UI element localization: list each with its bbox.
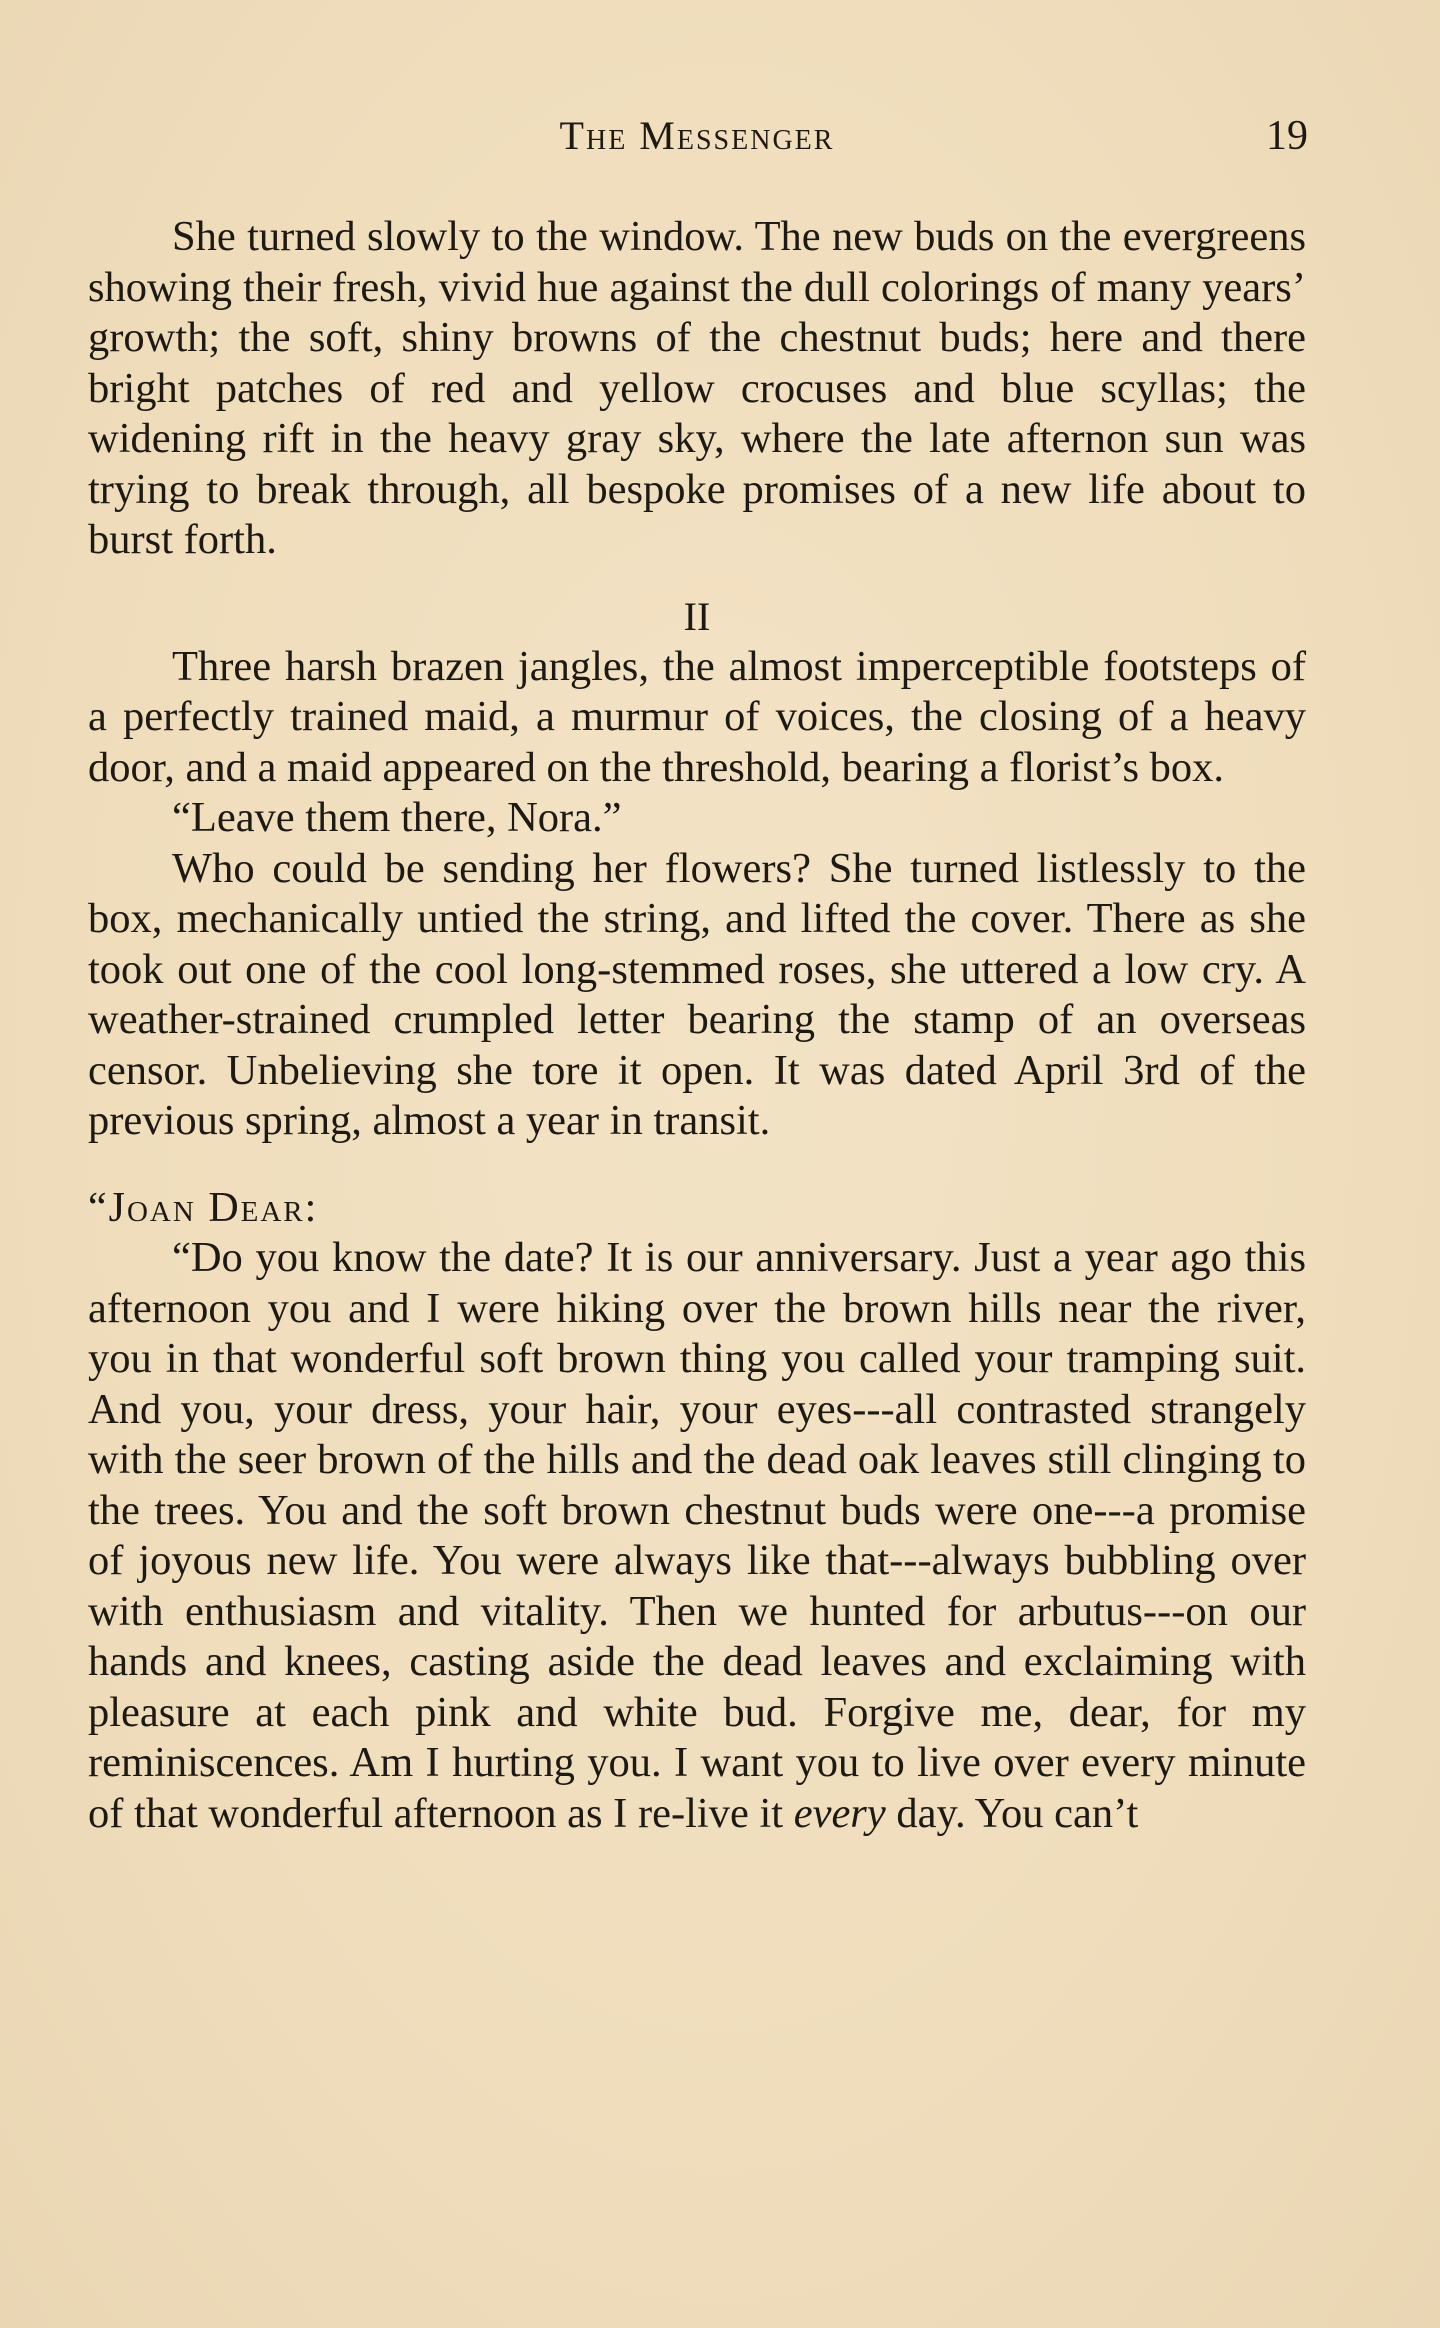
paragraph-letter <box>88 1233 1306 1839</box>
running-title: The Messenger <box>559 113 835 158</box>
letter-text-end: day. You can’t <box>885 1789 1139 1837</box>
letter-text: “Do you know the date? It is our anniversary. Just a year ago this afternoon you and I were hiking over the brown hills near the river, you in that wonderful soft brown thing you called your tramping suit. And you, your dress, your hair, your eyes---all contrasted strangely with the seer brown of the hills and the dead oak leaves still clinging to the trees. You and the soft brown chestnut buds were one---a promise of joyous new life. You were always like that---always bubbling over with enthusiasm and vitality. Then we hunted for arbutus---on our hands and knees, casting aside the dead leaves and exclaiming with pleasure at each pink and white bud. Forgive me, dear, for my reminiscences. Am I hurting you. I want you to live over every minute of that wonderful afternoon as I re-live it <box>88 1234 1306 1837</box>
emphasis-every: every <box>793 1789 886 1837</box>
letter-salutation: “Joan Dear: <box>88 1184 319 1231</box>
paragraph-jangles: Three harsh brazen jangles, the almost imperceptible footsteps of a perfectly trained maid, a murmur of voices, the closing of a heavy door, and a maid appeared on the threshold, bearing a florist’s box. <box>88 642 1306 791</box>
page-body <box>88 212 1306 1839</box>
paragraph-nora: “Leave them there, Nora.” <box>172 794 622 841</box>
running-header <box>86 112 1308 168</box>
paragraph-window: She turned slowly to the window. The new buds on the evergreens showing their fresh, vivid hue against the dull colorings of many years’ growth; the soft, shiny browns of the chestnut buds; here and there bright patches of red and yellow crocuses and blue scyllas; the widening rift in the heavy gray sky, where the late afternon sun was trying to break through, all bespoke promises of a new life about to burst forth. <box>88 213 1306 563</box>
page-number: 19 <box>1266 113 1308 159</box>
paragraph-flowers: Who could be sending her flowers? She turned listlessly to the box, mechanically untied the string, and lifted the cover. There as she took out one of the cool long-stemmed roses, she uttered a low cry. A weather-strained crumpled letter bearing the stamp of an overseas censor. Unbelieving she tore it open. It was dated April 3rd of the previous spring, almost a year in transit. <box>88 844 1306 1144</box>
section-heading: II <box>683 593 711 639</box>
